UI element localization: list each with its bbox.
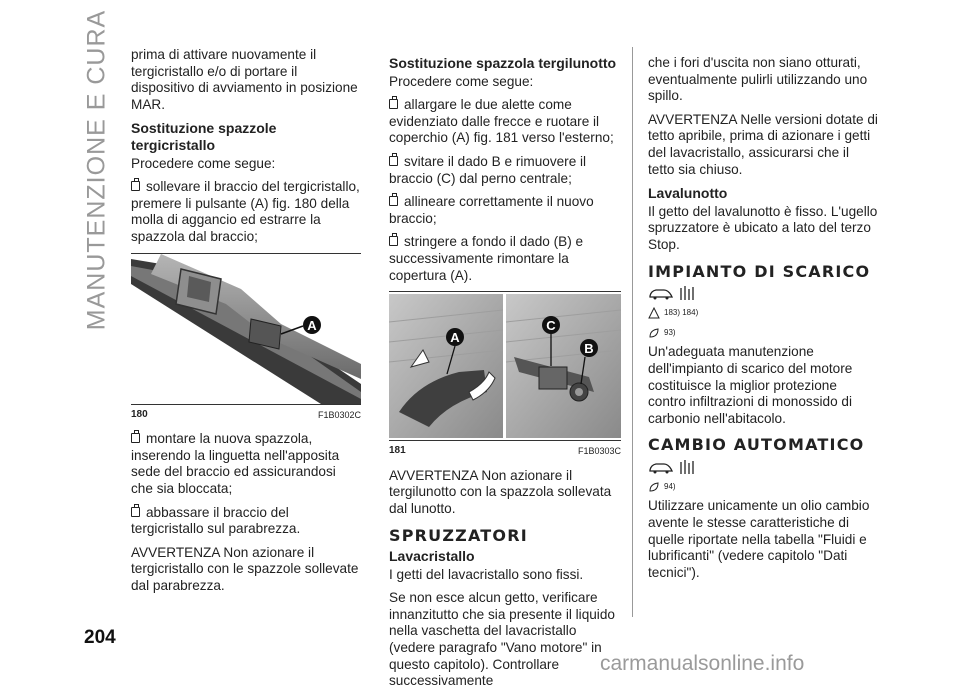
- car-icon: [648, 286, 674, 300]
- bullet-item: allineare correttamente il nuovo braccio;: [389, 194, 594, 226]
- lead-text: Procedere come segue:: [389, 73, 534, 89]
- section-heading: Sostituzione spazzole tergicristallo: [131, 120, 277, 153]
- figure-number: 181: [389, 445, 406, 457]
- column-divider: [632, 47, 633, 617]
- paragraph: I getti del lavacristallo sono fissi.: [389, 566, 584, 582]
- figure-code: F1B0303C: [577, 446, 621, 457]
- reference-notes: 93): [648, 325, 878, 342]
- bullet-item: allargare le due alette come evidenziato dalle frecce e ruotare il coperchio (A) fig. 181 verso l'esterno;: [389, 97, 614, 146]
- bullet-icon: [131, 507, 140, 517]
- figure-181: [389, 291, 621, 460]
- paragraph: Utilizzare unicamente un olio cambio avente le stesse caratteristiche di quelle riportate nella tabella "Fluidi e lubrificanti" (vedere capitolo "Dati tecnici").: [648, 498, 870, 580]
- warning-text: AVVERTENZA Non azionare il tergicristallo con le spazzole sollevate dal parabrezza.: [131, 544, 359, 593]
- svg-text:A: A: [307, 317, 317, 333]
- section-title: IMPIANTO DI SCARICO: [648, 261, 871, 281]
- bullet-item: sollevare il braccio del tergicristallo, premere li pulsante (A) fig. 180 della molla di aggancio ed estrarre la spazzola dal braccio;: [131, 179, 360, 244]
- car-icon: [648, 460, 674, 474]
- figure-code: F1B0302C: [317, 409, 361, 420]
- environment-note-icon: [648, 327, 660, 339]
- bullet-item: stringere a fondo il dado (B) e successivamente rimontare la copertura (A).: [389, 234, 584, 283]
- section-title: CAMBIO AUTOMATICO: [648, 435, 865, 455]
- bullet-item: svitare il dado B e rimuovere il braccio (C) dal perno centrale;: [389, 153, 587, 186]
- reference-notes: 94): [648, 479, 878, 496]
- environment-note-icon: [648, 481, 660, 493]
- intro-text: prima di attivare nuovamente il tergicristallo e/o di portare il dispositivo di avviamento in posizione MAR.: [131, 47, 358, 112]
- leaf-icon: [678, 284, 698, 302]
- bullet-icon: [389, 156, 398, 166]
- rear-wiper-illustration: [389, 292, 621, 440]
- bullet-item: abbassare il braccio del tergicristallo sul parabrezza.: [131, 504, 301, 537]
- bullet-item: montare la nuova spazzola, inserendo la linguetta nell'apposita sede del braccio ed assicurandosi che sia bloccata;: [131, 431, 340, 496]
- section-title: SPRUZZATORI: [389, 525, 528, 545]
- column-3: [648, 47, 878, 588]
- reference-notes: 183) 184): [648, 305, 878, 322]
- paragraph: che i fori d'uscita non siano otturati, eventualmente pulirli utilizzando uno spillo.: [648, 55, 868, 104]
- wiper-blade-illustration: [131, 254, 361, 404]
- section-heading: Sostituzione spazzola tergilunotto: [389, 55, 617, 71]
- column-2: [389, 47, 621, 697]
- figure-number: 180: [131, 408, 148, 420]
- page-number: 204: [84, 627, 116, 648]
- bullet-icon: [389, 236, 398, 246]
- paragraph: Il getto del lavalunotto è fisso. L'ugello spruzzatore è ubicato a lato del terzo Stop.: [648, 203, 878, 252]
- svg-text:C: C: [546, 318, 556, 334]
- paragraph: Un'adeguata manutenzione dell'impianto di scarico del motore costituisce la miglior protezione contro infiltrazioni di monossido di carbonio nell'abitacolo.: [648, 344, 853, 426]
- subheading: Lavalunotto: [648, 185, 728, 202]
- column-1: [131, 47, 361, 601]
- warning-text: AVVERTENZA Non azionare il tergilunotto con la spazzola sollevata dal lunotto.: [389, 467, 612, 516]
- leaf-icon: [678, 458, 698, 476]
- warning-hand-icon: [648, 307, 660, 319]
- subheading: Lavacristallo: [389, 548, 475, 565]
- bullet-icon: [131, 433, 140, 443]
- bullet-icon: [389, 99, 398, 109]
- bullet-icon: [389, 196, 398, 206]
- chapter-side-title: MANUTENZIONE E CURA: [82, 9, 111, 331]
- environment-icons: [648, 458, 878, 476]
- figure-180: [131, 253, 361, 424]
- svg-text:B: B: [584, 341, 594, 357]
- paragraph: Se non esce alcun getto, verificare innanzitutto che sia presente il liquido nella vaschetta del lavacristallo (vedere paragrafo "Vano motore" in questo capitolo). Controllare successivamente: [389, 590, 615, 689]
- bullet-icon: [131, 181, 140, 191]
- svg-text:A: A: [450, 330, 460, 346]
- lead-text: Procedere come segue:: [131, 155, 276, 171]
- warning-text: AVVERTENZA Nelle versioni dotate di tetto apribile, prima di azionare i getti del lavacristallo, assicurarsi che il tetto sia chiuso.: [648, 111, 878, 177]
- environment-icons: [648, 284, 878, 302]
- watermark: carmanualsonline.info: [600, 652, 805, 675]
